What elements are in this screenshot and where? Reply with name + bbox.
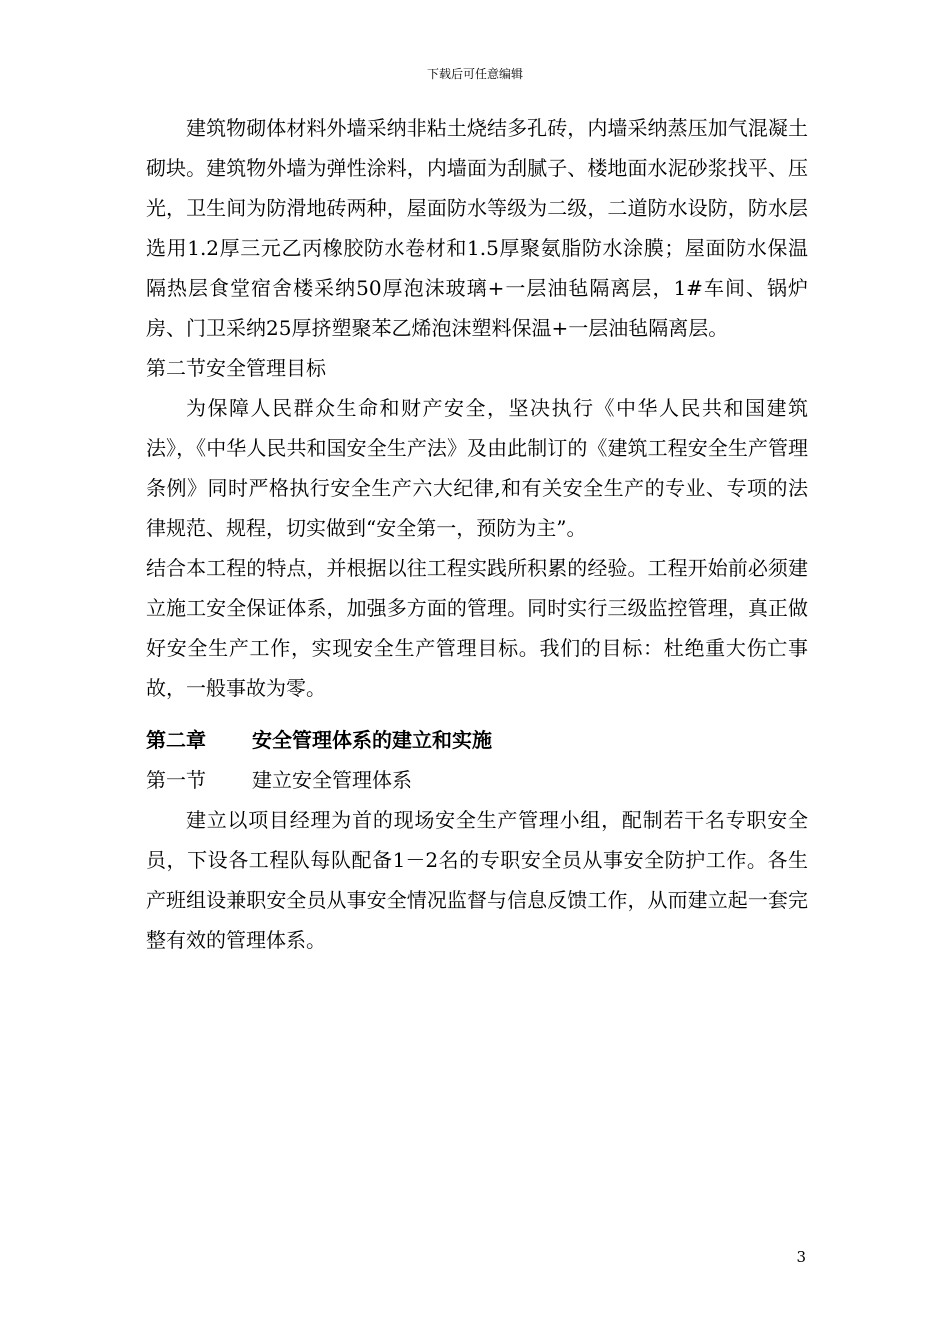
- page-header: 下载后可任意编辑: [426, 67, 523, 81]
- section-heading-management-system: [146, 760, 808, 800]
- page-number: 3: [796, 1248, 806, 1266]
- document-body: [146, 108, 808, 960]
- section-label: 第一节: [146, 768, 206, 792]
- chapter-label: 第二章: [146, 728, 206, 752]
- paragraph-management-team: 建立以项目经理为首的现场安全生产管理小组，配制若干名专职安全员，下设各工程队每队配备1－2名的专职安全员从事安全防护工作。各生产班组设兼职安全员从事安全情况监督与信息反馈工作，从而建立起一套完整有效的管理体系。: [146, 808, 808, 952]
- paragraph-safety-goal: 结合本工程的特点，并根据以往工程实践所积累的经验。工程开始前必须建立施工安全保证体系，加强多方面的管理。同时实行三级监控管理，真正做好安全生产工作，实现安全生产管理目标。我们的目标：杜绝重大伤亡事故，一般事故为零。: [146, 556, 808, 700]
- section-heading-safety-goals: 第二节安全管理目标: [146, 356, 326, 380]
- section-title: 建立安全管理体系: [252, 768, 412, 792]
- chapter-heading: [146, 720, 808, 760]
- paragraph-materials: 建筑物砌体材料外墙采纳非粘土烧结多孔砖，内墙采纳蒸压加气混凝土砌块。建筑物外墙为弹性涂料，内墙面为刮腻子、楼地面水泥砂浆找平、压光，卫生间为防滑地砖两种，屋面防水等级为二级，二道防水设防，防水层选用1.2厚三元乙丙橡胶防水卷材和1.5厚聚氨脂防水涂膜；屋面防水保温隔热层食堂宿舍楼采纳50厚泡沫玻璃+一层油毡隔离层，1#车间、锅炉房、门卫采纳25厚挤塑聚苯乙烯泡沫塑料保温+一层油毡隔离层。: [146, 116, 808, 340]
- paragraph-legal-basis: 为保障人民群众生命和财产安全，坚决执行《中华人民共和国建筑法》，《中华人民共和国安全生产法》及由此制订的《建筑工程安全生产管理条例》同时严格执行安全生产六大纪律,和有关安全生产的专业、专项的法律规范、规程，切实做到“安全第一，预防为主”。: [146, 396, 808, 540]
- chapter-title: 安全管理体系的建立和实施: [252, 728, 492, 752]
